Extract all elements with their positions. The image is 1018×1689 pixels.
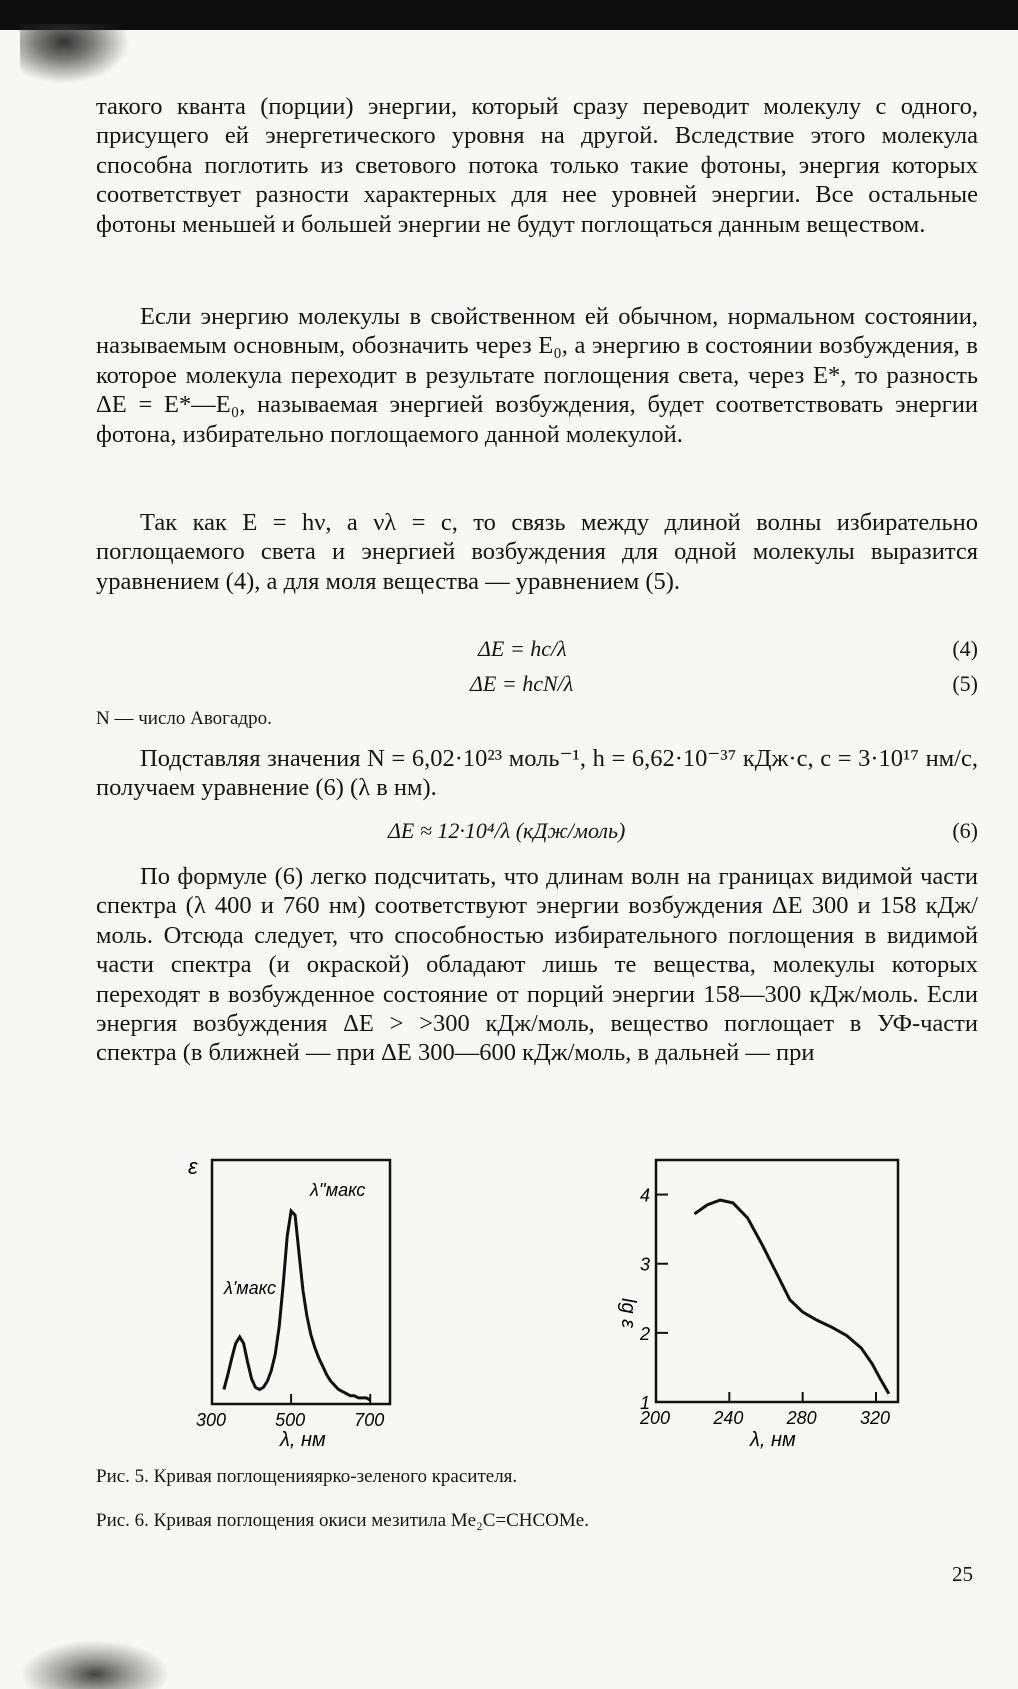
body-paragraph-2 [96, 302, 978, 449]
absorption-curve [224, 1211, 370, 1400]
body-paragraph-3 [96, 508, 978, 596]
y-tick-label: 2 [640, 1323, 651, 1344]
plot-frame [656, 1160, 898, 1402]
equation-4: ΔE = hc/λ [478, 636, 567, 661]
equation-5: ΔE = hcN/λ [470, 671, 574, 696]
page-number: 25 [952, 1562, 973, 1586]
absorption-curve [695, 1200, 889, 1394]
x-axis-label: λ, нм [750, 1429, 796, 1450]
paragraph-text: По формуле (6) легко подсчитать, что длинам волн на границах видимой части спектра (λ 400 и 760 нм) соответствуют энергии возбуждения ΔE 300 и 158 кДж/моль. Отсюда следует, что способностью избирательного поглощения в видимой части спектра (и окраской) обладают лишь те вещества, молекулы которых переходят в возбужденное состояние от порций энергии 158—300 кДж/моль. Если энергия возбуждения ΔE > >300 кДж/моль, вещество поглощает в УФ-части спектра (в ближней — при ΔE 300—600 кДж/моль, в дальней — при [96, 863, 978, 1067]
annotation-lambda-max-1: λ'макс [224, 1278, 276, 1298]
body-paragraph-4 [96, 744, 978, 803]
x-tick-label: 240 [713, 1408, 744, 1428]
body-paragraph-5 [96, 862, 978, 1068]
paragraph-text: Если энергию молекулы в свойственном ей обычном, нормальном состоянии, называемым основным, обозначить через E₀, а энергию в состоянии возбуждения, в которое молекула переходит в результате поглощения света, через E*, то разность ΔE = E*—E₀, называемая энергией возбуждения, будет соответствовать энергии фотона, избирательно поглощаемого данной молекулой. [96, 303, 978, 448]
figure-6-absorption-chart [600, 1150, 900, 1450]
figure-5-absorption-chart [180, 1150, 420, 1450]
x-tick-label: 280 [786, 1408, 817, 1428]
x-tick-label: 320 [860, 1408, 891, 1428]
paragraph-text: Так как E = hν, а νλ = c, то связь между длиной волны избирательно поглощаемого света и энергией возбуждения для одной молекулы выразится уравнением (4), а для моля вещества — уравнением (5). [96, 509, 978, 595]
y-tick-label: 1 [640, 1393, 651, 1413]
figure-6-caption: Рис. 6. Кривая поглощения окиси мезитила Me₂C=CHCOMe. [96, 1510, 589, 1531]
x-tick-label: 300 [196, 1410, 227, 1430]
equation-6: ΔE ≈ 12·10⁴/λ (кДж/моль) [388, 818, 626, 843]
x-tick-label: 700 [354, 1410, 385, 1430]
y-tick-label: 3 [640, 1254, 651, 1275]
equation-6-number: (6) [952, 818, 978, 843]
x-tick-label: 200 [640, 1408, 671, 1428]
equation-5-number: (5) [952, 671, 978, 696]
equation-4-number: (4) [952, 636, 978, 661]
paragraph-text: Подставляя значения N = 6,02·10²³ моль⁻¹, h = 6,62·10⁻³⁷ кДж·с, c = 3·10¹⁷ нм/с, получаем уравнение (6) (λ в нм). [96, 745, 978, 802]
x-axis-label: λ, нм [280, 1429, 326, 1450]
body-paragraph-1 [96, 92, 978, 239]
annotation-lambda-max-2: λ''макс [310, 1180, 366, 1200]
y-axis-label: lg ε [617, 1298, 639, 1328]
paragraph-text: такого кванта (порции) энергии, который сразу переводит молекулу с одного, присущего ей энергетического уровня на другой. Вследствие этого молекула способна поглотить из светового потока только такие фотоны, энергия которых соответствует разности характерных для нее уровней энергии. Все остальные фотоны меньшей и большей энергии не будут поглощаться данным веществом. [96, 93, 978, 238]
y-axis-label: ε [188, 1154, 198, 1179]
figure-5-caption: Рис. 5. Кривая поглощенияярко-зеленого красителя. [96, 1466, 518, 1487]
scan-smudge [20, 1640, 170, 1689]
x-tick-label: 500 [275, 1410, 306, 1430]
y-tick-label: 4 [640, 1185, 651, 1206]
scan-top-border [0, 0, 1018, 30]
scan-smudge [20, 24, 130, 84]
avogadro-note: N — число Авогадро. [96, 708, 272, 729]
